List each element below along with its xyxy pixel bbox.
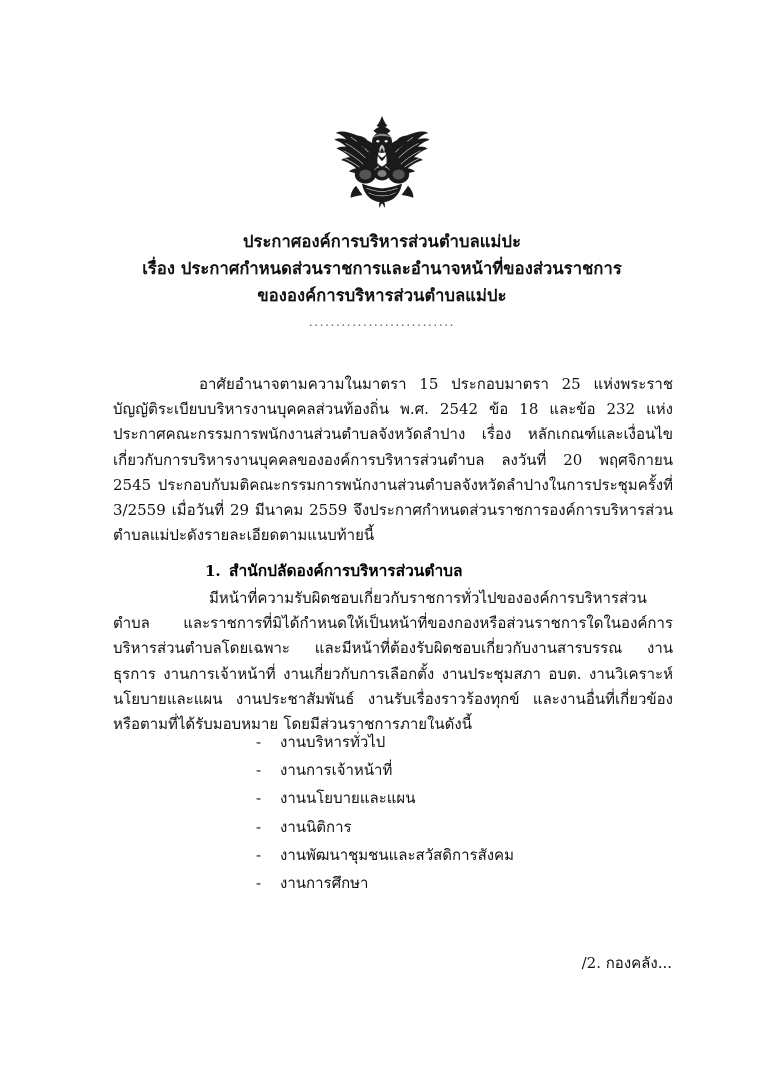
bullet-dash-icon: -: [256, 761, 262, 780]
title-line-2: เรื่อง ประกาศกำหนดส่วนราชการและอำนาจหน้าที่ของส่วนราชการ: [142, 259, 622, 278]
preamble-block: [113, 372, 673, 548]
document-title-block: [60, 228, 704, 309]
page-continuation-note: /2. กองคลัง...: [581, 954, 672, 972]
list-item-label: งานนิติการ: [280, 817, 352, 836]
list-item-label: งานการศึกษา: [280, 874, 369, 893]
dotted-separator: ...........................: [308, 315, 456, 329]
list-item: [256, 784, 514, 812]
title-line-3: ขององค์การบริหารส่วนตำบลแม่ปะ: [257, 286, 507, 305]
list-item: [256, 869, 514, 897]
list-item: [256, 756, 514, 784]
bullet-dash-icon: -: [256, 817, 262, 836]
section-1-subunit-list: [256, 728, 514, 897]
list-item-label: งานพัฒนาชุมชนและสวัสดิการสังคม: [280, 845, 514, 864]
list-item-label: งานการเจ้าหน้าที่: [280, 761, 393, 780]
list-item: [256, 728, 514, 756]
list-item: [256, 841, 514, 869]
preamble-paragraph: อาศัยอำนาจตามความในมาตรา 15 ประกอบมาตรา 25 แห่งพระราชบัญญัติระเบียบบริหารงานบุคคลส่วนท้องถิ่น พ.ศ. 2542 ข้อ 18 และข้อ 232 แห่งประกาศคณะกรรมการพนักงานส่วนตำบลจังหวัดลำปาง เรื่อง หลักเกณฑ์และเงื่อนไขเกี่ยวกับการบริหารงานบุคคลขององค์การบริหารส่วนตำบล ลงวันที่ 20 พฤศจิกายน 2545 ประกอบกับมติคณะกรรมการพนักงานส่วนตำบลจังหวัดลำปางในการประชุมครั้งที่ 3/2559 เมื่อวันที่ 29 มีนาคม 2559 จึงประกาศกำหนดส่วนราชการองค์การบริหารส่วนตำบลแม่ปะดังรายละเอียดตามแนบท้ายนี้: [113, 375, 673, 545]
title-line-1: ประกาศองค์การบริหารส่วนตำบลแม่ปะ: [242, 232, 522, 251]
bullet-dash-icon: -: [256, 733, 262, 751]
section-1-heading: [113, 558, 673, 584]
bullet-dash-icon: -: [256, 874, 262, 893]
list-item: [256, 813, 514, 841]
bullet-dash-icon: -: [256, 789, 262, 808]
bullet-dash-icon: -: [256, 845, 262, 864]
section-1: [113, 558, 673, 737]
list-item-label: งานบริหารทั่วไป: [280, 733, 386, 751]
list-item-label: งานนโยบายและแผน: [280, 789, 416, 808]
section-1-number: 1.: [205, 562, 221, 580]
section-1-title: สำนักปลัดองค์การบริหารส่วนตำบล: [229, 561, 463, 580]
section-1-paragraph: มีหน้าที่ความรับผิดชอบเกี่ยวกับราชการทั่วไปขององค์การบริหารส่วนตำบล และราชการที่มิได้กำหนดให้เป็นหน้าที่ของกองหรือส่วนราชการใดในองค์การบริหารส่วนตำบลโดยเฉพาะ และมีหน้าที่ต้องรับผิดชอบเกี่ยวกับงานสารบรรณ งานธุรการ งานการเจ้าหน้าที่ งานเกี่ยวกับการเลือกตั้ง งานประชุมสภา อบต. งานวิเคราะห์นโยบายและแผน งานประชาสัมพันธ์ งานรับเรื่องราวร้องทุกข์ และงานอื่นที่เกี่ยวข้อง หรือตามที่ได้รับมอบหมาย โดยมีส่วนราชการภายในดังนี้: [113, 589, 673, 734]
garuda-emblem: [330, 108, 434, 212]
emblem-container: [0, 108, 764, 212]
